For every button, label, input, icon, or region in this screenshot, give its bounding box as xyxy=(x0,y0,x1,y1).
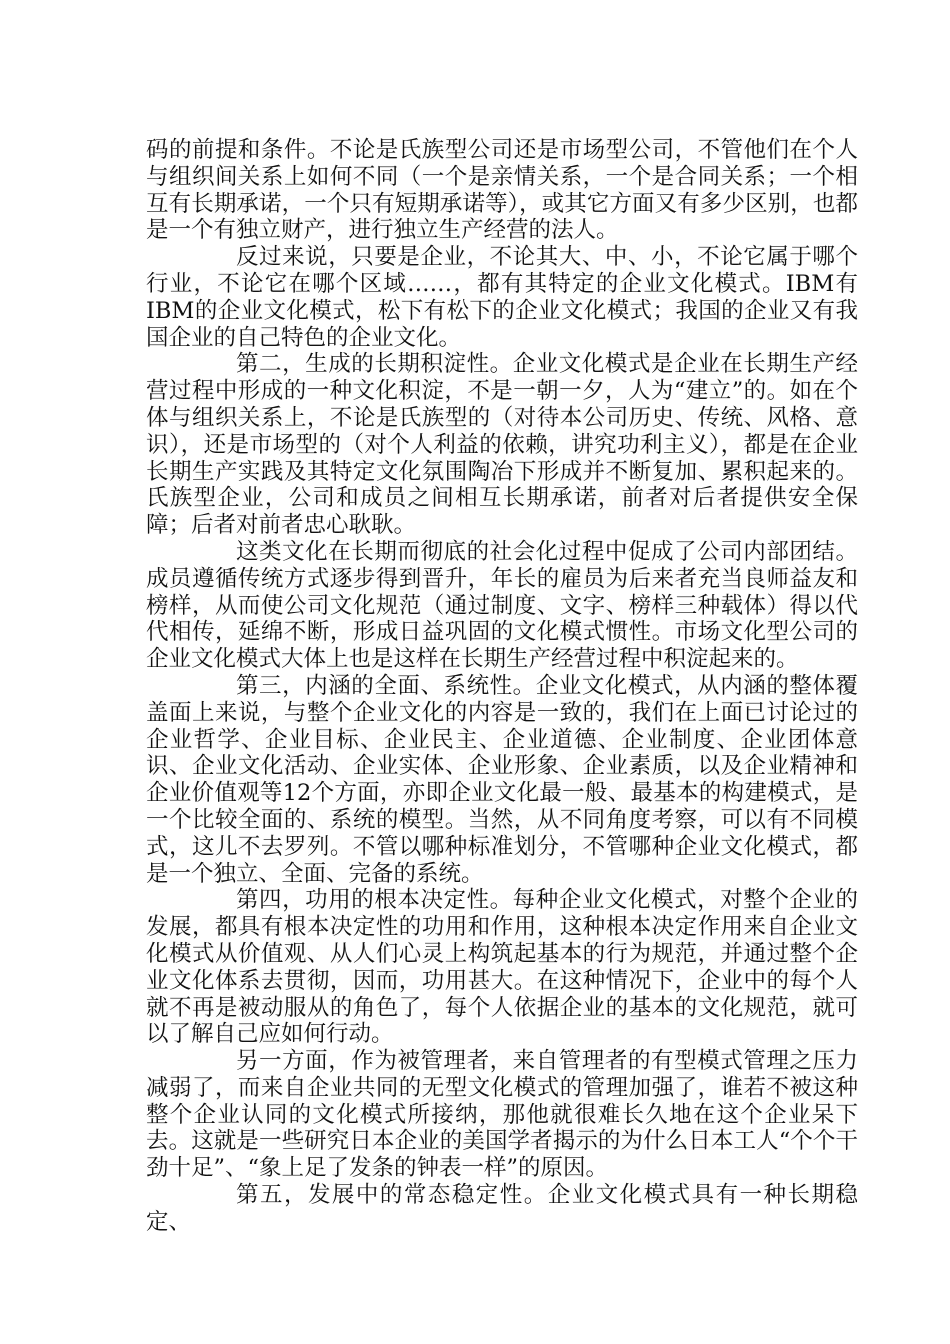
paragraph-socialization: 这类文化在长期而彻底的社会化过程中促成了公司内部团结。成员遵循传统方式逐步得到晋升，年长的雇员为后来者充当良师益友和榜样，从而使公司文化规范（通过制度、文字、榜样三种载体）得以代代相传，延绵不断，形成日益巩固的文化模式惯性。市场文化型公司的企业文化模式大体上也是这样在长期生产经营过程中积淀起来的。 xyxy=(146,538,858,673)
paragraph-continuation: 码的前提和条件。不论是氏族型公司还是市场型公司，不管他们在个人与组织间关系上如何不同（一个是亲情关系，一个是合同关系；一个相互有长期承诺，一个只有短期承诺等），或其它方面又有多少区别，也都是一个有独立财产，进行独立生产经营的法人。 xyxy=(146,137,858,244)
paragraph-fifth-point: 第五，发展中的常态稳定性。企业文化模式具有一种长期稳定、 xyxy=(146,1182,858,1235)
paragraph-third-point: 第三，内涵的全面、系统性。企业文化模式，从内涵的整体覆盖面上来说，与整个企业文化的内容是一致的，我们在上面已讨论过的企业哲学、企业目标、企业民主、企业道德、企业制度、企业团体意识、企业文化活动、企业实体、企业形象、企业素质，以及企业精神和企业价值观等12个方面，亦即企业文化最一般、最基本的构建模式，是一个比较全面的、系统的模型。当然，从不同角度考察，可以有不同模式，这儿不去罗列。不管以哪种标准划分，不管哪种企业文化模式，都是一个独立、全面、完备的系统。 xyxy=(146,672,858,887)
paragraph-second-point: 第二，生成的长期积淀性。企业文化模式是企业在长期生产经营过程中形成的一种文化积淀，不是一朝一夕，人为“建立”的。如在个体与组织关系上，不论是氏族型的（对待本公司历史、传统、风格、意识），还是市场型的（对个人利益的依赖，讲究功利主义），都是在企业长期生产实践及其特定文化氛围陶冶下形成并不断复加、累积起来的。氏族型企业，公司和成员之间相互长期承诺，前者对后者提供安全保障；后者对前者忠心耿耿。 xyxy=(146,351,858,539)
paragraph-fourth-point: 第四，功用的根本决定性。每种企业文化模式，对整个企业的发展，都具有根本决定性的功用和作用，这种根本决定作用来自企业文化模式从价值观、从人们心灵上构筑起基本的行为规范，并通过整个企业文化体系去贯彻，因而，功用甚大。在这种情况下，企业中的每个人就不再是被动服从的角色了，每个人依据企业的基本的文化规范，就可以了解自己应如何行动。 xyxy=(146,887,858,1048)
paragraph-other-aspect: 另一方面，作为被管理者，来自管理者的有型模式管理之压力减弱了，而来自企业共同的无型文化模式的管理加强了，谁若不被这种整个企业认同的文化模式所接纳，那他就很难长久地在这个企业呆下去。这就是一些研究日本企业的美国学者揭示的为什么日本工人“个个干劲十足”、“象上足了发条的钟表一样”的原因。 xyxy=(146,1048,858,1182)
document-body xyxy=(146,137,858,1236)
paragraph-any-enterprise: 反过来说，只要是企业，不论其大、中、小，不论它属于哪个行业，不论它在哪个区域……，都有其特定的企业文化模式。IBM有IBM的企业文化模式，松下有松下的企业文化模式；我国的企业又有我国企业的自己特色的企业文化。 xyxy=(146,244,858,351)
